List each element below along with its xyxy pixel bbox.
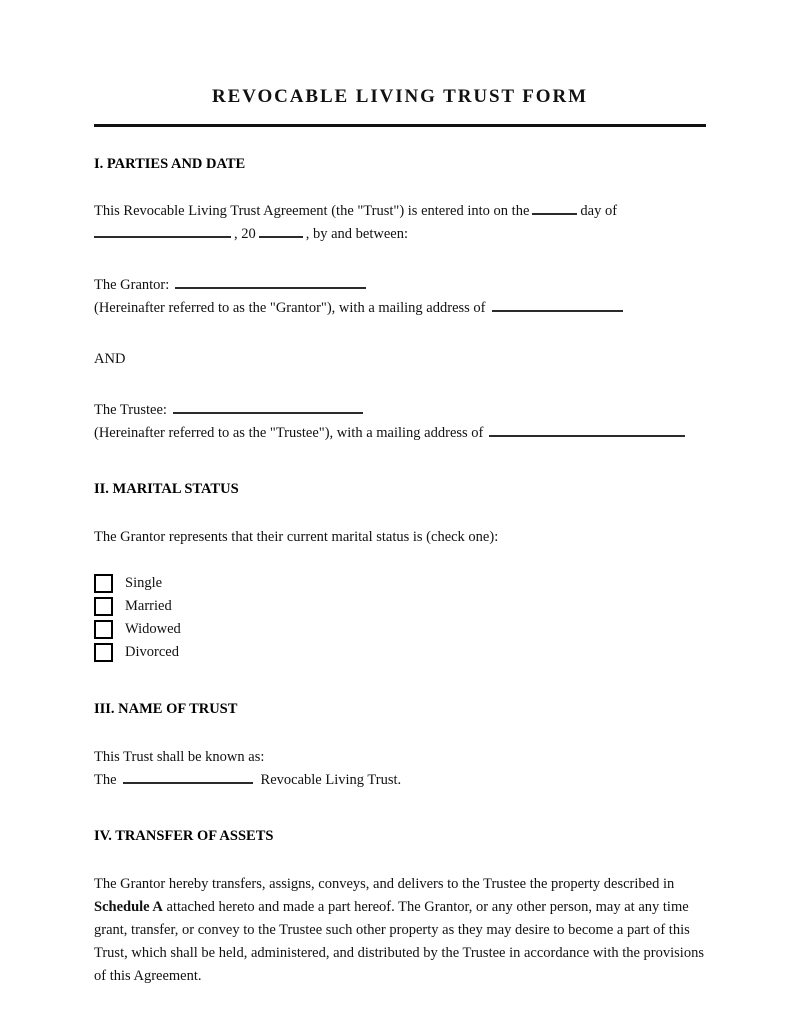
grantor-hereinafter-text: (Hereinafter referred to as the "Grantor"), with a mailing address of: [94, 300, 486, 316]
grantor-block: [94, 274, 706, 320]
month-blank-field[interactable]: [94, 225, 231, 238]
checkbox-icon-married[interactable]: [94, 597, 113, 616]
year-blank-field[interactable]: [259, 225, 303, 238]
grantor-name-blank-field[interactable]: [175, 276, 366, 289]
checkbox-row-divorced[interactable]: [94, 641, 706, 664]
intro-text-3: , 20: [234, 226, 256, 242]
trustee-hereinafter-text: (Hereinafter referred to as the "Trustee"), with a mailing address of: [94, 425, 484, 441]
trust-name-suffix: Revocable Living Trust.: [260, 772, 402, 788]
title-divider: [94, 124, 706, 127]
checkbox-label-divorced: Divorced: [125, 644, 179, 660]
intro-text-1: This Revocable Living Trust Agreement (the "Trust") is entered into on the: [94, 203, 530, 219]
section-heading-name-of-trust: III. NAME OF TRUST: [94, 701, 238, 717]
transfer-of-assets-paragraph: [94, 873, 704, 988]
page-title: REVOCABLE LIVING TRUST FORM: [212, 86, 588, 107]
section-heading-transfer-of-assets: IV. TRANSFER OF ASSETS: [94, 828, 274, 844]
checkbox-label-widowed: Widowed: [125, 621, 181, 637]
schedule-a-reference: Schedule A: [94, 899, 163, 915]
transfer-text-1: The Grantor hereby transfers, assigns, conveys, and delivers to the Trustee the property described in: [94, 876, 675, 892]
checkbox-label-single: Single: [125, 575, 163, 591]
checkbox-label-married: Married: [125, 598, 172, 614]
checkbox-row-married[interactable]: [94, 595, 706, 618]
trust-known-as-text: This Trust shall be known as:: [94, 749, 265, 765]
grantor-label: The Grantor:: [94, 277, 170, 293]
intro-text-4: , by and between:: [305, 226, 409, 242]
checkbox-row-single[interactable]: [94, 572, 706, 595]
section-heading-parties: I. PARTIES AND DATE: [94, 156, 246, 172]
marital-status-question: The Grantor represents that their current marital status is (check one):: [94, 529, 499, 545]
trustee-name-blank-field[interactable]: [173, 401, 363, 414]
trust-name-blank-field[interactable]: [123, 771, 253, 784]
and-connector: AND: [94, 351, 126, 367]
trustee-block: [94, 399, 706, 445]
grantor-address-blank-field[interactable]: [492, 299, 623, 312]
trust-name-prefix: The: [94, 772, 117, 788]
transfer-text-2: attached hereto and made a part hereof. The Grantor, or any other person, may at any time grant, transfer, or convey to the Trustee such other property as they may desire to become a part of this Trust, which shall be held, administered, and distributed by the Trustee in accordance with the provisions of this Agreement.: [94, 899, 704, 984]
day-blank-field[interactable]: [532, 202, 577, 215]
trust-name-line: [94, 769, 706, 792]
trustee-label: The Trustee:: [94, 402, 167, 418]
trustee-address-blank-field[interactable]: [489, 424, 685, 437]
section-heading-marital-status: II. MARITAL STATUS: [94, 481, 239, 497]
parties-intro-paragraph: [94, 200, 706, 246]
checkbox-icon-single[interactable]: [94, 574, 113, 593]
intro-text-2: day of: [580, 203, 618, 219]
checkbox-icon-widowed[interactable]: [94, 620, 113, 639]
marital-status-checkbox-group: [94, 572, 706, 664]
checkbox-row-widowed[interactable]: [94, 618, 706, 641]
checkbox-icon-divorced[interactable]: [94, 643, 113, 662]
document-content: [94, 0, 706, 988]
